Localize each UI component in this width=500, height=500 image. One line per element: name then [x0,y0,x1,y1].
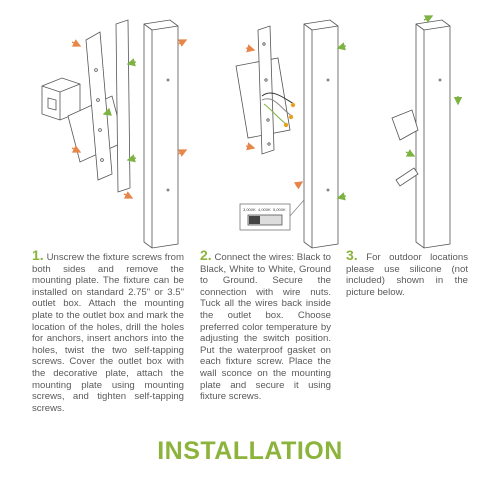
silicone-tube-icon [396,168,418,186]
step-1-text: Unscrew the fixture screws from both sides and remove the mounting plate. The fixture can be installed on standard 2.75" or 3.5" outlet box. Attach the mounting plate to the outlet box and mark the location of the holes, drill the holes for anchors, insert anchors into the holes, twist the two self-tapping screws. Cover the outlet box with the decorative plate, attach the mounting plate using mounting screws, and tighten self-tapping screws. [32,252,184,414]
outlet-box-icon [392,110,418,140]
step-3 [346,247,469,298]
step-2-number: 2. [200,247,212,263]
mounting-rail [116,20,130,192]
step2-illustration [236,20,346,248]
step3-illustration [392,16,458,248]
page-title: INSTALLATION [157,437,343,465]
step-1 [32,247,184,414]
switch-label-1: 3,000K [243,207,256,212]
step-3-text: For outdoor locations please use silicone (not included) shown in the picture below. [346,252,469,298]
fixture-body [144,20,178,248]
color-temperature-switch [240,200,304,230]
step-3-number: 3. [346,247,358,263]
fixture-body [416,20,450,248]
switch-label-3: 5,000K [273,207,286,212]
switch-label-2: 4,000K [258,207,271,212]
step-2 [200,247,331,403]
step1-illustration [42,20,186,248]
step-2-text: Connect the wires: Black to Black, White to White, Ground to Ground. Secure the connection with wire nuts. Tuck all the wires back inside the outlet box. Choose preferred color temperature by adjusting the switch position. Put the waterproof gasket on each fixture screw. Place the wall sconce on the mounting plate and secure it using fixture screws. [200,252,331,403]
step-1-number: 1. [32,247,44,263]
fixture-body [304,20,338,248]
